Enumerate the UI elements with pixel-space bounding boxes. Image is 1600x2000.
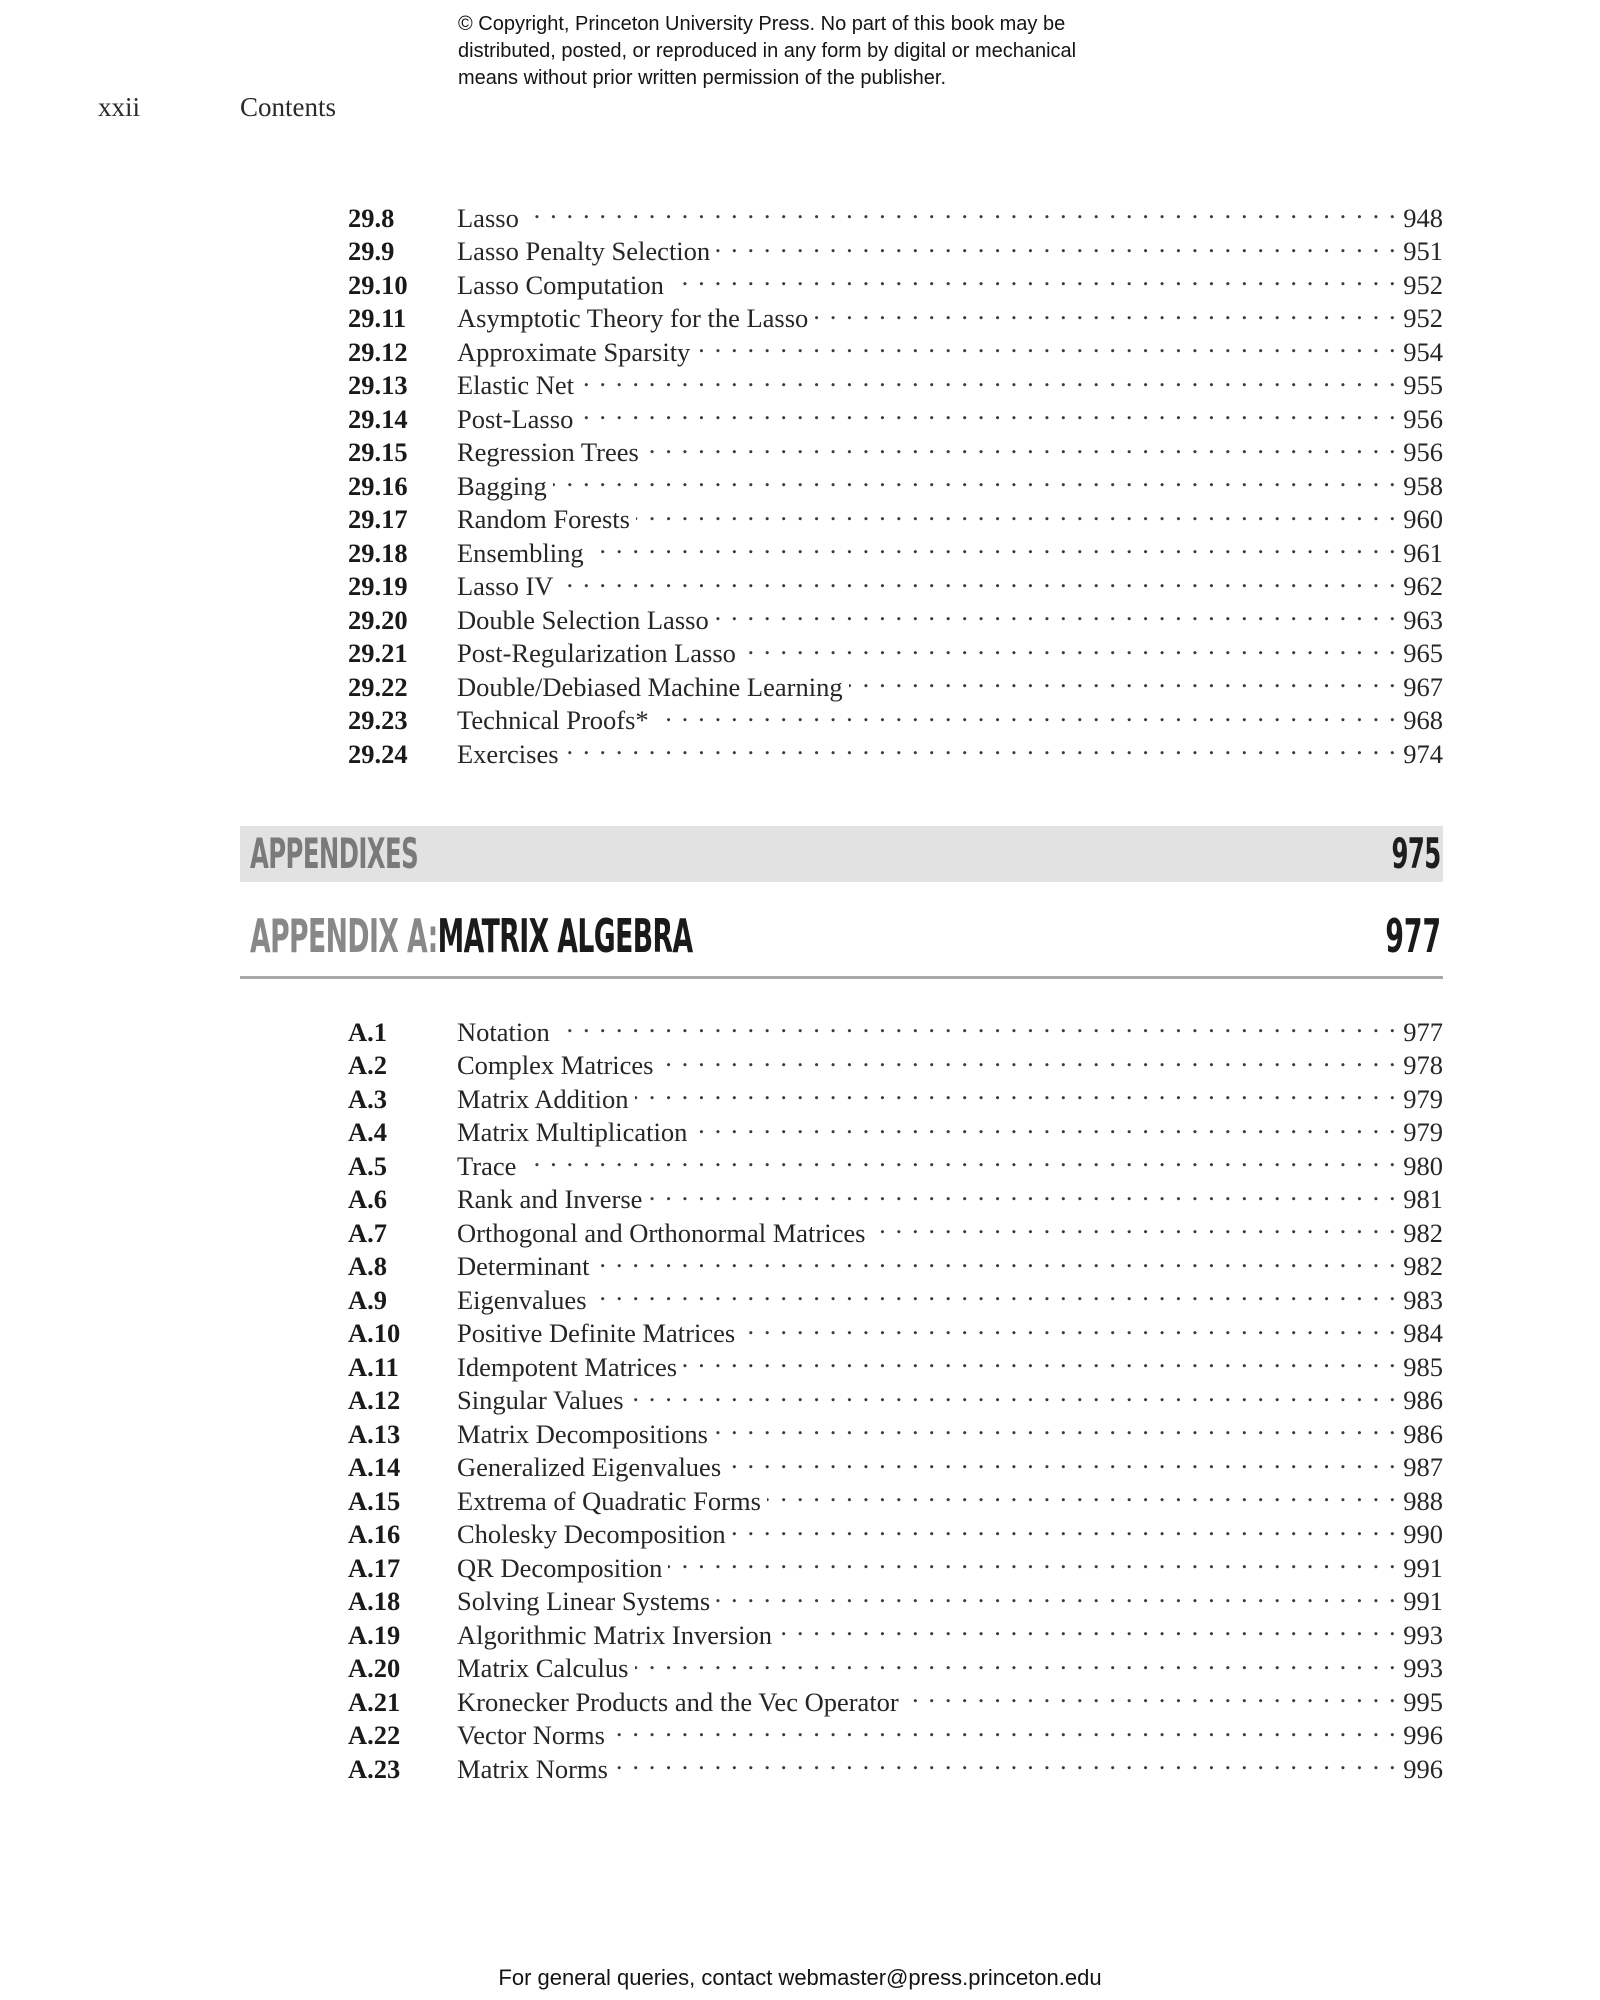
toc-entry-page: 978 xyxy=(1403,1050,1443,1080)
toc-dot-leader xyxy=(668,1543,1397,1577)
toc-entry-number: 29.15 xyxy=(348,437,408,467)
toc-entry-page: 984 xyxy=(1403,1318,1443,1348)
toc-entry-page: 956 xyxy=(1403,403,1443,434)
toc-entry-number: A.19 xyxy=(348,1619,401,1650)
toc-dot-leader xyxy=(693,1108,1397,1142)
toc-entry-number: A.17 xyxy=(348,1552,401,1583)
toc-entry-page: 977 xyxy=(1403,1016,1443,1047)
toc-entry-title: Double/Debiased Machine Learning xyxy=(457,671,843,702)
toc-entry-number: A.15 xyxy=(348,1485,401,1516)
toc-entry-title: Trace xyxy=(457,1150,517,1181)
toc-dot-leader xyxy=(522,1141,1397,1175)
toc-entry-page: 982 xyxy=(1403,1217,1443,1248)
copyright-line: © Copyright, Princeton University Press. No part of this book may be xyxy=(458,13,1066,35)
toc-entry-page: 991 xyxy=(1403,1586,1443,1616)
toc-entry-page: 954 xyxy=(1403,336,1443,367)
toc-entry xyxy=(348,193,1443,233)
toc-dot-leader xyxy=(655,696,1398,730)
toc-dot-leader xyxy=(683,1342,1397,1376)
appendix-a-prefix: APPENDIX A: xyxy=(250,909,438,963)
toc-entry-page: 986 xyxy=(1403,1418,1443,1449)
toc-entry-title: Rank and Inverse xyxy=(457,1184,643,1214)
toc-entry-page: 993 xyxy=(1403,1619,1443,1650)
toc-entry-number: 29.24 xyxy=(348,738,408,769)
toc-entry-title: Bagging xyxy=(457,470,547,501)
toc-dot-leader xyxy=(696,327,1397,361)
toc-entry-title: Complex Matrices xyxy=(457,1050,654,1080)
toc-entry-page: 996 xyxy=(1403,1720,1443,1750)
toc-entry-title: Matrix Addition xyxy=(457,1083,629,1114)
appendixes-label: APPENDIXES xyxy=(250,829,419,878)
toc-dot-leader xyxy=(635,1644,1398,1678)
toc-dot-leader xyxy=(715,595,1398,629)
running-head-section: Contents xyxy=(240,92,337,122)
toc-entry-title: Lasso xyxy=(457,202,519,233)
toc-dot-leader xyxy=(714,1409,1397,1443)
toc-entry-number: 29.21 xyxy=(348,638,408,668)
toc-entry-number: A.23 xyxy=(348,1753,401,1784)
toc-dot-leader xyxy=(590,528,1398,562)
toc-entry-title: Lasso IV xyxy=(457,571,554,601)
toc-dot-leader xyxy=(565,729,1398,763)
toc-entry-number: A.16 xyxy=(348,1519,401,1549)
toc-entry-page: 968 xyxy=(1403,705,1443,735)
toc-entry-page: 981 xyxy=(1403,1184,1443,1214)
toc-dot-leader xyxy=(742,629,1397,663)
toc-dot-leader xyxy=(630,1376,1398,1410)
toc-entry-page: 948 xyxy=(1403,202,1443,233)
toc-entry-number: 29.12 xyxy=(348,336,408,367)
toc-dot-leader xyxy=(593,1275,1398,1309)
toc-dot-leader xyxy=(553,461,1397,495)
toc-dot-leader xyxy=(905,1677,1397,1711)
toc-entry-page: 974 xyxy=(1403,738,1443,769)
toc-dot-leader xyxy=(645,428,1397,462)
toc-dot-leader xyxy=(849,662,1398,696)
toc-dot-leader xyxy=(580,361,1397,395)
toc-dot-leader xyxy=(670,260,1397,294)
toc-entry-title: Notation xyxy=(457,1016,550,1047)
toc-entry-title: Vector Norms xyxy=(457,1720,605,1750)
toc-entry-number: A.11 xyxy=(348,1351,399,1382)
toc-entry-number: A.14 xyxy=(348,1452,401,1482)
toc-entry-number: 29.14 xyxy=(348,403,408,434)
toc-entry-page: 952 xyxy=(1403,303,1443,333)
toc-entry-page: 962 xyxy=(1403,571,1443,601)
toc-entry-page: 951 xyxy=(1403,236,1443,266)
toc-dot-leader xyxy=(636,495,1397,529)
copyright-notice xyxy=(458,11,1218,92)
toc-entry-title: Matrix Decompositions xyxy=(457,1418,708,1449)
toc-entry-number: A.5 xyxy=(348,1150,388,1181)
toc-entry-page: 991 xyxy=(1403,1552,1443,1583)
toc-entry-page: 986 xyxy=(1403,1385,1443,1415)
toc-entry-page: 956 xyxy=(1403,437,1443,467)
toc-dot-leader xyxy=(595,1242,1397,1276)
toc-entry-title: Double Selection Lasso xyxy=(457,604,709,635)
toc-entry-number: A.8 xyxy=(348,1251,388,1281)
appendix-a-heading xyxy=(240,906,1443,979)
appendix-a-name: MATRIX ALGEBRA xyxy=(437,909,693,963)
toc-dot-leader xyxy=(732,1510,1398,1544)
toc-entry-title: Exercises xyxy=(457,738,559,769)
toc-entry-title: Elastic Net xyxy=(457,370,574,400)
toc-entry-page: 987 xyxy=(1403,1452,1443,1482)
toc-entry-page: 983 xyxy=(1403,1284,1443,1315)
toc-entry-number: A.20 xyxy=(348,1653,401,1683)
toc-dot-leader xyxy=(648,1175,1397,1209)
toc-entry-page: 996 xyxy=(1403,1753,1443,1784)
toc-appendix-a-list xyxy=(348,1007,1443,1784)
toc-entry-page: 995 xyxy=(1403,1686,1443,1717)
toc-entry-title: Matrix Multiplication xyxy=(457,1117,688,1147)
toc-entry-page: 979 xyxy=(1403,1083,1443,1114)
toc-entry-title: Orthogonal and Orthonormal Matrices xyxy=(457,1217,866,1248)
toc-dot-leader xyxy=(559,562,1397,596)
toc-entry-page: 958 xyxy=(1403,470,1443,501)
toc-entry-number: A.1 xyxy=(348,1016,388,1047)
toc-dot-leader xyxy=(556,1007,1398,1041)
toc-entry-number: A.22 xyxy=(348,1720,401,1750)
toc-entry-number: A.2 xyxy=(348,1050,388,1080)
toc-entry-number: 29.11 xyxy=(348,303,407,333)
toc-entry-number: 29.10 xyxy=(348,269,408,300)
toc-entry-title: Positive Definite Matrices xyxy=(457,1318,736,1348)
toc-dot-leader xyxy=(614,1744,1397,1778)
toc-dot-leader xyxy=(579,394,1397,428)
toc-entry-number: A.4 xyxy=(348,1117,388,1147)
toc-entry-title: Regression Trees xyxy=(457,437,639,467)
toc-entry-number: A.12 xyxy=(348,1385,401,1415)
toc-dot-leader xyxy=(525,193,1397,227)
appendix-a-title xyxy=(250,906,693,966)
toc-entry-title: Ensembling xyxy=(457,537,584,568)
toc-entry-number: A.21 xyxy=(348,1686,401,1717)
copyright-line: distributed, posted, or reproduced in any form by digital or mechanical xyxy=(458,40,1077,62)
toc-entry-number: 29.13 xyxy=(348,370,408,400)
toc-entry-number: A.9 xyxy=(348,1284,388,1315)
toc-dot-leader xyxy=(611,1711,1397,1745)
toc-entry-page: 990 xyxy=(1403,1519,1443,1549)
toc-entry-title: Extrema of Quadratic Forms xyxy=(457,1485,761,1516)
toc-entry-page: 993 xyxy=(1403,1653,1443,1683)
running-head-page-number: xxii xyxy=(98,92,141,122)
toc-entry-page: 960 xyxy=(1403,504,1443,534)
appendixes-part-heading xyxy=(240,826,1443,882)
toc-entry-title: Asymptotic Theory for the Lasso xyxy=(457,303,809,333)
footer-contact: For general queries, contact webmaster@press.princeton.edu xyxy=(498,1965,1102,1990)
toc-entry-number: 29.9 xyxy=(348,236,395,266)
toc-entry-page: 982 xyxy=(1403,1251,1443,1281)
toc-entry-number: A.3 xyxy=(348,1083,388,1114)
toc-entry-title: Random Forests xyxy=(457,504,630,534)
toc-dot-leader xyxy=(716,227,1397,261)
toc-entry-title: Solving Linear Systems xyxy=(457,1586,711,1616)
toc-chapter-29-list xyxy=(348,193,1443,769)
toc-entry-number: 29.17 xyxy=(348,504,408,534)
toc-entry-number: A.6 xyxy=(348,1184,388,1214)
toc-entry-number: A.10 xyxy=(348,1318,401,1348)
toc-dot-leader xyxy=(716,1577,1397,1611)
toc-entry-title: Cholesky Decomposition xyxy=(457,1519,726,1549)
toc-entry-page: 980 xyxy=(1403,1150,1443,1181)
toc-entry-page: 985 xyxy=(1403,1351,1443,1382)
toc-dot-leader xyxy=(871,1208,1397,1242)
toc-entry-title: Approximate Sparsity xyxy=(457,336,691,367)
toc-entry-page: 965 xyxy=(1403,638,1443,668)
toc-dot-leader xyxy=(767,1476,1397,1510)
toc-entry-number: 29.16 xyxy=(348,470,408,501)
toc-entry-page: 961 xyxy=(1403,537,1443,568)
toc-entry-number: 29.22 xyxy=(348,671,408,702)
toc-entry-title: Generalized Eigenvalues xyxy=(457,1452,722,1482)
toc-entry-title: Lasso Computation xyxy=(457,269,664,300)
toc-entry-page: 963 xyxy=(1403,604,1443,635)
toc-entry-number: 29.20 xyxy=(348,604,408,635)
toc-entry-page: 955 xyxy=(1403,370,1443,400)
toc-entry xyxy=(348,1007,1443,1047)
toc-dot-leader xyxy=(778,1610,1397,1644)
toc-entry-title: Post-Lasso xyxy=(457,403,574,434)
copyright-line: means without prior written permission of the publisher. xyxy=(458,67,947,89)
toc-entry-number: 29.19 xyxy=(348,571,408,601)
toc-entry-title: Algorithmic Matrix Inversion xyxy=(457,1619,772,1650)
toc-entry-title: Matrix Norms xyxy=(457,1753,608,1784)
toc-entry-title: Kronecker Products and the Vec Operator xyxy=(457,1686,899,1717)
toc-entry-page: 988 xyxy=(1403,1485,1443,1516)
toc-entry-title: Post-Regularization Lasso xyxy=(457,638,736,668)
toc-entry-title: Determinant xyxy=(457,1251,590,1281)
toc-entry-title: Idempotent Matrices xyxy=(457,1351,678,1382)
toc-entry-number: 29.8 xyxy=(348,202,395,233)
toc-entry-number: 29.18 xyxy=(348,537,408,568)
toc-entry-title: Matrix Calculus xyxy=(457,1653,629,1683)
toc-entry-number: 29.23 xyxy=(348,705,408,735)
toc-entry-title: Lasso Penalty Selection xyxy=(457,236,711,266)
toc-entry-number: A.13 xyxy=(348,1418,401,1449)
toc-entry-title: Eigenvalues xyxy=(457,1284,587,1315)
toc-dot-leader xyxy=(727,1443,1397,1477)
toc-entry-number: A.18 xyxy=(348,1586,401,1616)
toc-dot-leader xyxy=(660,1041,1398,1075)
toc-entry-page: 979 xyxy=(1403,1117,1443,1147)
appendixes-page: 975 xyxy=(1391,829,1441,878)
toc-entry-title: QR Decomposition xyxy=(457,1552,663,1583)
toc-dot-leader xyxy=(741,1309,1397,1343)
toc-entry-page: 952 xyxy=(1403,269,1443,300)
toc-dot-leader xyxy=(635,1074,1398,1108)
toc-entry-number: A.7 xyxy=(348,1217,388,1248)
appendix-a-page: 977 xyxy=(1385,909,1441,963)
toc-entry-page: 967 xyxy=(1403,671,1443,702)
toc-entry-title: Singular Values xyxy=(457,1385,624,1415)
toc-entry-title: Technical Proofs* xyxy=(457,705,649,735)
toc-dot-leader xyxy=(814,294,1397,328)
